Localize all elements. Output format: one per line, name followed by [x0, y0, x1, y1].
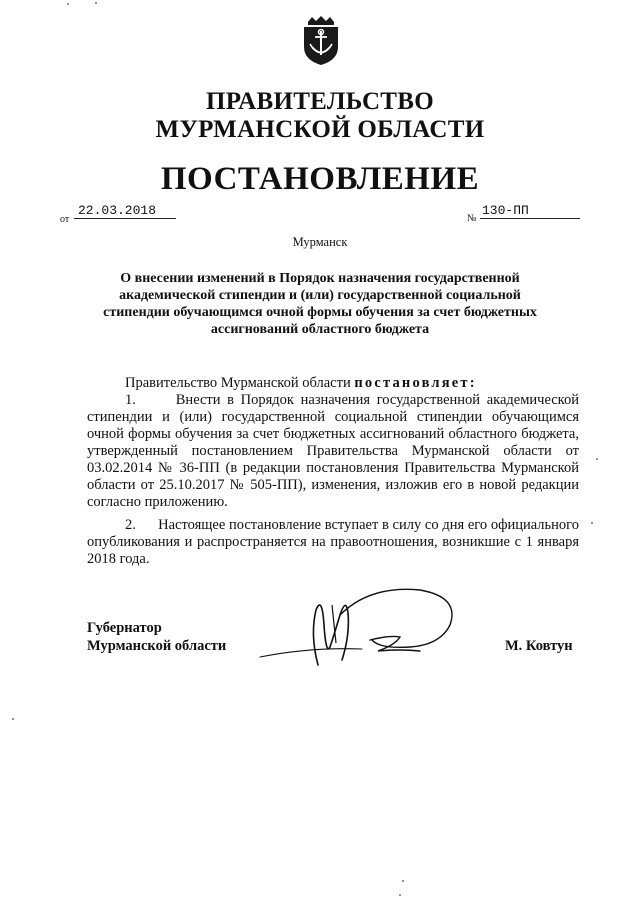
- scan-speck: [95, 2, 97, 4]
- scan-speck: [596, 458, 598, 460]
- scan-speck: [591, 522, 593, 524]
- scan-speck: [402, 880, 404, 882]
- body-item-1-number: 1.: [125, 392, 136, 408]
- coat-of-arms-icon: [302, 14, 340, 66]
- signatory-position-line-2: Мурманской области: [87, 638, 227, 654]
- document-date: 22.03.2018: [74, 203, 176, 219]
- body-item-1: [87, 392, 579, 511]
- signatory-name: М. Ковтун: [505, 638, 573, 654]
- scan-speck: [399, 894, 401, 896]
- preamble-paragraph: [87, 375, 579, 392]
- body-item-2-text: Настоящее постановление вступает в силу со дня его официального опубликования и распространяется на правоотношения, возникшие с 1 января 2018 года.: [87, 517, 579, 567]
- scan-speck: [12, 718, 14, 720]
- preamble-text: Правительство Мурманской области: [125, 375, 351, 391]
- date-prefix: от: [60, 214, 70, 225]
- number-prefix: №: [467, 213, 477, 224]
- body-item-1-text: Внести в Порядок назначения государственной академической стипендии и (или) государственной социальной стипендии обучающимся очной формы обучения за счет бюджетных ассигнований областного бюджета, утвержденный постановлением Правительства Мурманской области от 03.02.2014 № 36-ПП (в редакции постановления Правительства Мурманской области от 25.10.2017 № 505-ПП), изменения, изложив его в новой редакции согласно приложению.: [87, 392, 580, 510]
- scan-speck: [67, 3, 69, 5]
- body-item-2: [87, 517, 579, 568]
- signatory-position-line-1: Губернатор: [87, 620, 162, 636]
- handwritten-signature: [250, 585, 465, 675]
- document-type-title: ПОСТАНОВЛЕНИЕ: [160, 161, 480, 197]
- city-name: Мурманск: [292, 235, 348, 249]
- decree-word: постановляет:: [354, 375, 477, 391]
- organization-name: [0, 88, 640, 144]
- organization-line-1: ПРАВИТЕЛЬСТВО: [206, 88, 434, 115]
- document-number: 130-ПП: [480, 203, 580, 219]
- organization-line-2: МУРМАНСКОЙ ОБЛАСТИ: [155, 116, 485, 143]
- document-subject: О внесении изменений в Порядок назначения государственной академической стипендии и (или) государственной социальной стипендии обучающимся очной формы обучения за счет бюджетных ассигнований областного бюджета: [103, 271, 537, 337]
- signatory-position: [87, 619, 226, 655]
- body-item-2-number: 2.: [125, 517, 136, 533]
